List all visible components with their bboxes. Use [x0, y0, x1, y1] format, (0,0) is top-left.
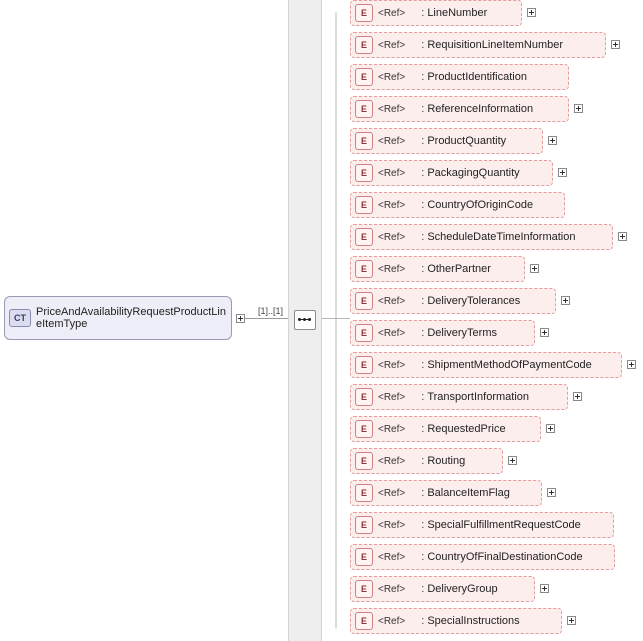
element-colon: : [421, 199, 425, 211]
element-expand-toggle[interactable] [530, 264, 539, 273]
element-node[interactable] [350, 544, 615, 570]
element-name: CountryOfFinalDestinationCode [427, 551, 583, 563]
element-icon: E [355, 356, 373, 374]
element-ref: <Ref> [378, 327, 406, 339]
element-node[interactable] [350, 0, 522, 26]
element-colon: : [421, 167, 425, 179]
complex-type-expand-toggle[interactable] [236, 314, 245, 323]
element-name: TransportInformation [427, 391, 530, 403]
element-colon: : [421, 7, 425, 19]
element-colon: : [421, 423, 425, 435]
element-ref: <Ref> [378, 199, 406, 211]
element-expand-toggle[interactable] [558, 168, 567, 177]
sequence-compositor-icon[interactable] [294, 310, 316, 330]
element-name: SpecialFulfillmentRequestCode [427, 519, 581, 531]
element-colon: : [421, 455, 425, 467]
element-expand-toggle[interactable] [547, 488, 556, 497]
element-ref: <Ref> [378, 423, 406, 435]
element-colon: : [421, 39, 425, 51]
element-name: DeliveryTolerances [427, 295, 521, 307]
element-expand-toggle[interactable] [546, 424, 555, 433]
element-node[interactable] [350, 96, 569, 122]
element-colon: : [421, 583, 425, 595]
element-icon: E [355, 484, 373, 502]
element-icon: E [355, 36, 373, 54]
element-expand-toggle[interactable] [611, 40, 620, 49]
element-ref: <Ref> [378, 167, 406, 179]
element-icon: E [355, 228, 373, 246]
element-ref: <Ref> [378, 519, 406, 531]
element-name: ProductQuantity [427, 135, 507, 147]
element-name: OtherPartner [427, 263, 491, 275]
element-icon: E [355, 132, 373, 150]
element-expand-toggle[interactable] [548, 136, 557, 145]
element-node[interactable] [350, 64, 569, 90]
element-icon: E [355, 324, 373, 342]
element-colon: : [421, 551, 425, 563]
element-name: PackagingQuantity [427, 167, 520, 179]
element-icon: E [355, 580, 373, 598]
element-icon: E [355, 548, 373, 566]
element-icon: E [355, 100, 373, 118]
element-colon: : [421, 487, 425, 499]
element-node[interactable] [350, 416, 541, 442]
element-node[interactable] [350, 512, 614, 538]
element-ref: <Ref> [378, 487, 406, 499]
element-name: ShipmentMethodOfPaymentCode [427, 359, 592, 371]
element-ref: <Ref> [378, 103, 406, 115]
root-occurrence: [1]..[1] [258, 306, 284, 316]
element-ref: <Ref> [378, 231, 406, 243]
element-icon: E [355, 196, 373, 214]
element-icon: E [355, 420, 373, 438]
element-ref: <Ref> [378, 615, 406, 627]
element-colon: : [421, 615, 425, 627]
element-expand-toggle[interactable] [573, 392, 582, 401]
element-name: SpecialInstructions [427, 615, 520, 627]
element-ref: <Ref> [378, 39, 406, 51]
element-ref: <Ref> [378, 551, 406, 563]
element-name: RequestedPrice [427, 423, 506, 435]
element-colon: : [421, 391, 425, 403]
element-ref: <Ref> [378, 359, 406, 371]
element-name: ReferenceInformation [427, 103, 534, 115]
element-node[interactable] [350, 128, 543, 154]
element-icon: E [355, 452, 373, 470]
element-expand-toggle[interactable] [561, 296, 570, 305]
element-node[interactable] [350, 448, 503, 474]
element-icon: E [355, 4, 373, 22]
element-expand-toggle[interactable] [618, 232, 627, 241]
element-colon: : [421, 359, 425, 371]
element-icon: E [355, 68, 373, 86]
element-node[interactable] [350, 384, 568, 410]
element-ref: <Ref> [378, 7, 406, 19]
element-node[interactable] [350, 480, 542, 506]
element-name: CountryOfOriginCode [427, 199, 534, 211]
element-name: LineNumber [427, 7, 488, 19]
complex-type-node[interactable] [4, 296, 232, 340]
element-name: Routing [427, 455, 466, 467]
element-expand-toggle[interactable] [540, 584, 549, 593]
element-node[interactable] [350, 256, 525, 282]
element-colon: : [421, 327, 425, 339]
element-node[interactable] [350, 224, 613, 250]
element-expand-toggle[interactable] [567, 616, 576, 625]
element-colon: : [421, 103, 425, 115]
element-node[interactable] [350, 32, 606, 58]
element-name: DeliveryTerms [427, 327, 497, 339]
element-expand-toggle[interactable] [627, 360, 636, 369]
element-name: BalanceItemFlag [427, 487, 510, 499]
element-ref: <Ref> [378, 455, 406, 467]
element-ref: <Ref> [378, 263, 406, 275]
element-expand-toggle[interactable] [540, 328, 549, 337]
element-node[interactable] [350, 576, 535, 602]
element-colon: : [421, 135, 425, 147]
element-expand-toggle[interactable] [574, 104, 583, 113]
element-expand-toggle[interactable] [508, 456, 517, 465]
element-name: RequisitionLineItemNumber [427, 39, 564, 51]
element-node[interactable] [350, 352, 622, 378]
element-expand-toggle[interactable] [527, 8, 536, 17]
complex-type-icon: CT [9, 309, 31, 327]
element-ref: <Ref> [378, 295, 406, 307]
element-icon: E [355, 292, 373, 310]
element-colon: : [421, 71, 425, 83]
element-name: DeliveryGroup [427, 583, 498, 595]
element-ref: <Ref> [378, 71, 406, 83]
element-colon: : [421, 231, 425, 243]
element-icon: E [355, 612, 373, 630]
element-ref: <Ref> [378, 135, 406, 147]
element-name: ProductIdentification [427, 71, 527, 83]
element-node[interactable] [350, 288, 556, 314]
element-colon: : [421, 519, 425, 531]
element-icon: E [355, 516, 373, 534]
element-colon: : [421, 295, 425, 307]
element-node[interactable] [350, 608, 562, 634]
element-node[interactable] [350, 192, 565, 218]
element-icon: E [355, 164, 373, 182]
element-colon: : [421, 263, 425, 275]
element-ref: <Ref> [378, 391, 406, 403]
element-node[interactable] [350, 320, 535, 346]
element-name: ScheduleDateTimeInformation [427, 231, 576, 243]
element-icon: E [355, 260, 373, 278]
element-node[interactable] [350, 160, 553, 186]
element-icon: E [355, 388, 373, 406]
element-ref: <Ref> [378, 583, 406, 595]
complex-type-label: PriceAndAvailabilityRequestProductLineItemType [36, 306, 226, 330]
